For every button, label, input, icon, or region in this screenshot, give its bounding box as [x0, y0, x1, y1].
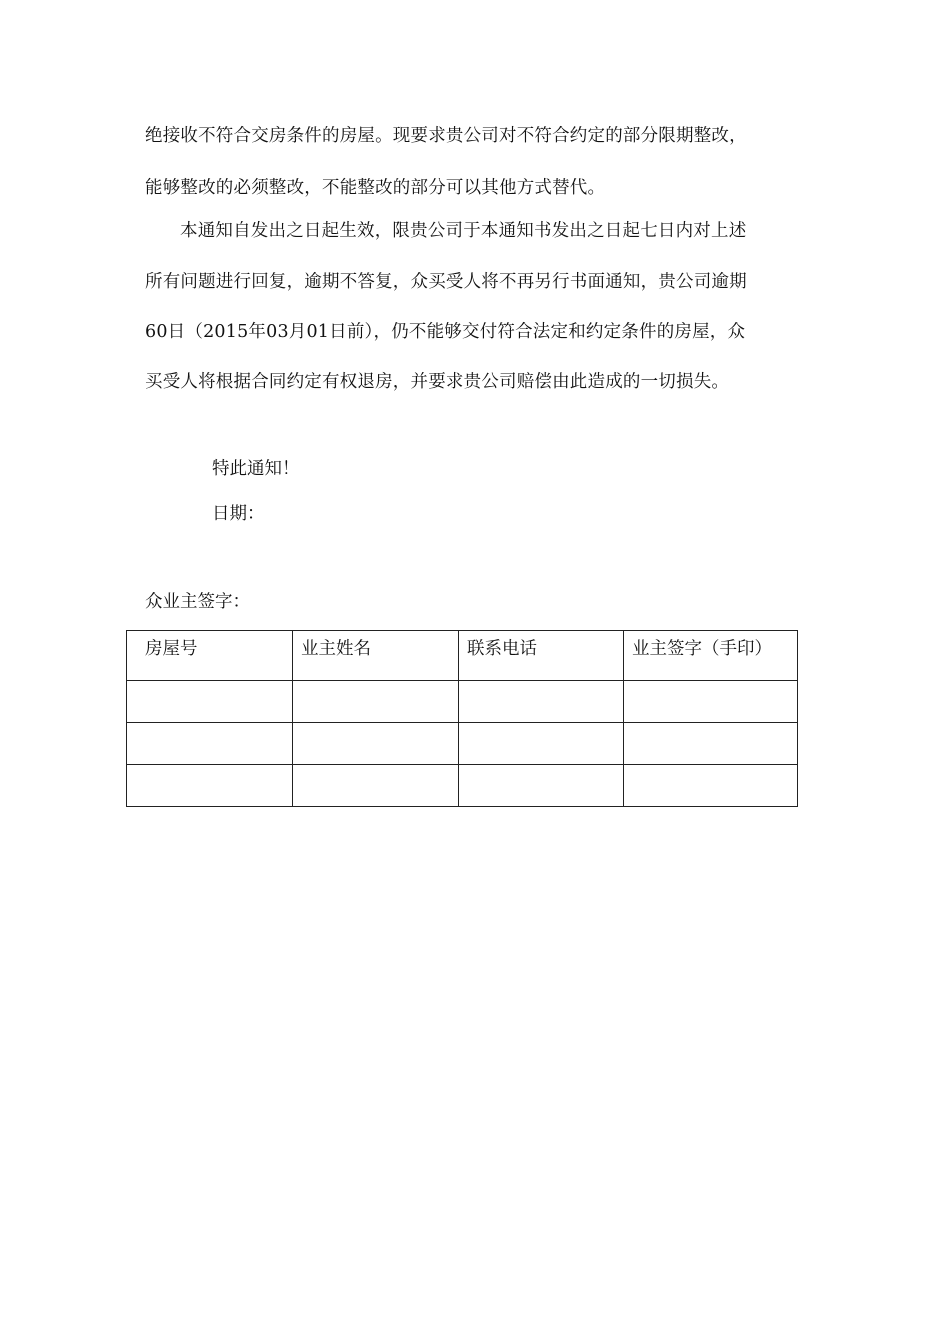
cell-owner-signature[interactable] — [624, 723, 798, 765]
cell-room-number[interactable] — [127, 723, 293, 765]
cell-owner-name[interactable] — [293, 765, 459, 807]
table-row — [127, 765, 798, 807]
signature-section-label: 众业主签字： — [145, 592, 250, 612]
body-line-2: 能够整改的必须整改，不能整改的部分可以其他方式替代。 — [145, 178, 606, 198]
cell-owner-signature[interactable] — [624, 681, 798, 723]
cell-phone[interactable] — [459, 681, 624, 723]
body-line-1: 绝接收不符合交房条件的房屋。现要求贵公司对不符合约定的部分限期整改， — [145, 126, 747, 146]
cell-phone[interactable] — [459, 723, 624, 765]
closing-notice: 特此通知！ — [212, 459, 300, 479]
body-line-5: 60日（2015年03月01日前），仍不能够交付符合法定和约定条件的房屋，众 — [145, 322, 746, 342]
cell-owner-name[interactable] — [293, 681, 459, 723]
cell-phone[interactable] — [459, 765, 624, 807]
header-owner-name: 业主姓名 — [293, 631, 459, 681]
date-label: 日期： — [212, 504, 265, 524]
table-row — [127, 723, 798, 765]
header-room-number: 房屋号 — [127, 631, 293, 681]
table-row — [127, 681, 798, 723]
owner-signature-table — [126, 630, 798, 807]
table-header-row — [127, 631, 798, 681]
cell-room-number[interactable] — [127, 681, 293, 723]
cell-owner-name[interactable] — [293, 723, 459, 765]
body-line-4: 所有问题进行回复，逾期不答复，众买受人将不再另行书面通知，贵公司逾期 — [145, 272, 747, 292]
cell-room-number[interactable] — [127, 765, 293, 807]
header-owner-signature: 业主签字（手印） — [624, 631, 798, 681]
body-line-3: 本通知自发出之日起生效，限贵公司于本通知书发出之日起七日内对上述 — [180, 221, 747, 241]
header-phone: 联系电话 — [459, 631, 624, 681]
cell-owner-signature[interactable] — [624, 765, 798, 807]
body-line-6: 买受人将根据合同约定有权退房，并要求贵公司赔偿由此造成的一切损失。 — [145, 372, 730, 392]
